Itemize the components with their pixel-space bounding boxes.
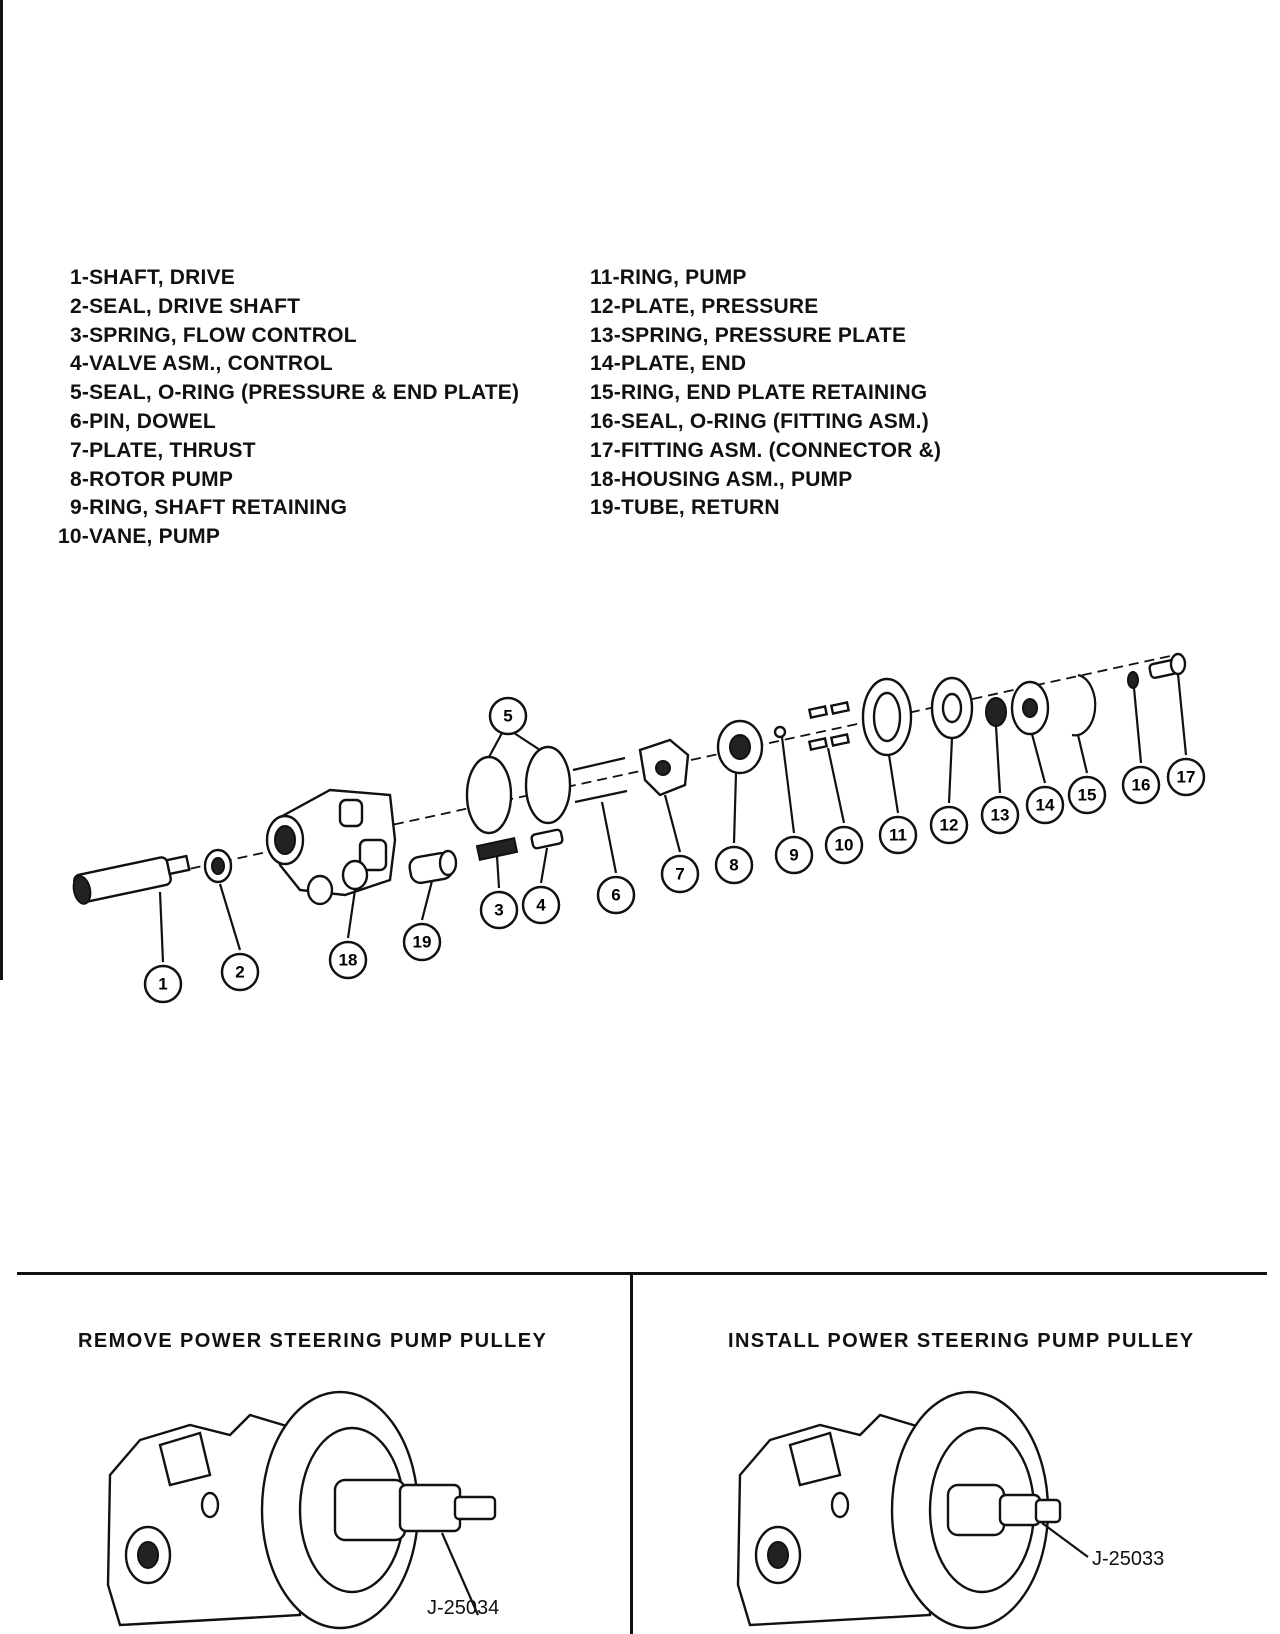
callout-14	[1027, 787, 1063, 823]
install-tool-label: J-25033	[1092, 1548, 1165, 1570]
callout-6	[598, 877, 634, 913]
svg-text:9: 9	[789, 845, 799, 865]
svg-text:18: 18	[338, 950, 358, 970]
legend-item: 12-PLATE, PRESSURE	[590, 294, 819, 318]
end-plate-part	[1012, 682, 1048, 734]
callout-16	[1123, 767, 1159, 803]
legend-item: 19-TUBE, RETURN	[590, 496, 780, 520]
svg-text:1: 1	[158, 974, 168, 994]
remove-tool-label: J-25034	[427, 1597, 500, 1619]
fitting-assembly-part	[1149, 654, 1185, 679]
rotor-pump-part	[718, 721, 762, 773]
drive-shaft-part	[71, 856, 189, 905]
legend-item: 16-SEAL, O-RING (FITTING ASM.)	[590, 409, 929, 433]
svg-text:8: 8	[729, 855, 739, 875]
legend-item: 13-SPRING, PRESSURE PLATE	[590, 323, 907, 347]
install-pulley-title: INSTALL POWER STEERING PUMP PULLEY	[728, 1330, 1195, 1352]
svg-text:2: 2	[235, 962, 245, 982]
svg-text:19: 19	[412, 932, 432, 952]
legend-item: 14-PLATE, END	[590, 352, 747, 376]
callout-12	[931, 807, 967, 843]
callout-17	[1168, 759, 1204, 795]
legend-item: 8-ROTOR PUMP	[70, 467, 234, 491]
callout-7	[662, 856, 698, 892]
svg-text:5: 5	[503, 706, 513, 726]
section-divider-vertical	[630, 1274, 633, 1634]
legend-item: 4-VALVE ASM., CONTROL	[70, 352, 333, 376]
svg-text:15: 15	[1077, 785, 1097, 805]
callout-11	[880, 817, 916, 853]
pressure-plate-part	[932, 678, 972, 738]
legend-item: 7-PLATE, THRUST	[70, 438, 256, 462]
control-valve-part	[531, 829, 563, 849]
callout-9	[776, 837, 812, 873]
shaft-retaining-ring-part	[775, 727, 785, 737]
o-ring-seals-part	[467, 747, 570, 833]
pump-ring-part	[863, 679, 911, 755]
callout-15	[1069, 777, 1105, 813]
pressure-plate-spring-part	[986, 698, 1006, 726]
callout-2	[222, 954, 258, 990]
svg-text:12: 12	[939, 815, 959, 835]
section-divider-horizontal	[17, 1272, 1267, 1275]
pump-housing-part	[267, 790, 395, 904]
legend-item: 17-FITTING ASM. (CONNECTOR &)	[590, 438, 942, 462]
legend-item: 1-SHAFT, DRIVE	[70, 266, 235, 289]
pump-vanes-part	[809, 702, 848, 749]
legend-item: 9-RING, SHAFT RETAINING	[70, 496, 348, 520]
install-pulley-illustration	[730, 1385, 1150, 1634]
callout-4	[523, 887, 559, 923]
legend-item: 10-VANE, PUMP	[58, 525, 221, 549]
svg-text:13: 13	[990, 805, 1010, 825]
svg-text:14: 14	[1035, 795, 1055, 815]
svg-text:4: 4	[536, 895, 546, 915]
callout-5	[490, 698, 526, 734]
legend-item: 6-PIN, DOWEL	[70, 409, 216, 433]
legend-item: 15-RING, END PLATE RETAINING	[590, 381, 928, 405]
svg-text:11: 11	[889, 825, 907, 845]
svg-text:6: 6	[611, 885, 621, 905]
end-plate-retaining-ring-part	[1072, 675, 1095, 735]
drive-shaft-seal-part	[205, 850, 231, 882]
legend-item: 3-SPRING, FLOW CONTROL	[70, 323, 357, 347]
legend-item: 5-SEAL, O-RING (PRESSURE & END PLATE)	[70, 381, 520, 405]
callout-18	[330, 942, 366, 978]
remove-pulley-title: REMOVE POWER STEERING PUMP PULLEY	[78, 1330, 548, 1352]
legend-item: 11-RING, PUMP	[590, 266, 747, 289]
parts-legend-left	[58, 264, 520, 552]
callout-13	[982, 797, 1018, 833]
svg-text:3: 3	[494, 900, 504, 920]
callout-3	[481, 892, 517, 928]
callout-19	[404, 924, 440, 960]
callout-1	[145, 966, 181, 1002]
callout-10	[826, 827, 862, 863]
tool-leader	[1042, 1523, 1088, 1557]
parts-legend-right	[590, 264, 941, 523]
fitting-o-ring-part	[1128, 672, 1138, 688]
callout-8	[716, 847, 752, 883]
svg-text:10: 10	[834, 835, 854, 855]
svg-text:16: 16	[1131, 775, 1151, 795]
svg-text:17: 17	[1176, 767, 1196, 787]
return-tube-part	[408, 851, 456, 884]
legend-item: 18-HOUSING ASM., PUMP	[590, 467, 853, 491]
svg-text:7: 7	[675, 864, 685, 884]
exploded-pump-diagram	[0, 590, 1280, 1050]
thrust-plate-part	[640, 740, 688, 795]
legend-item: 2-SEAL, DRIVE SHAFT	[70, 294, 301, 318]
